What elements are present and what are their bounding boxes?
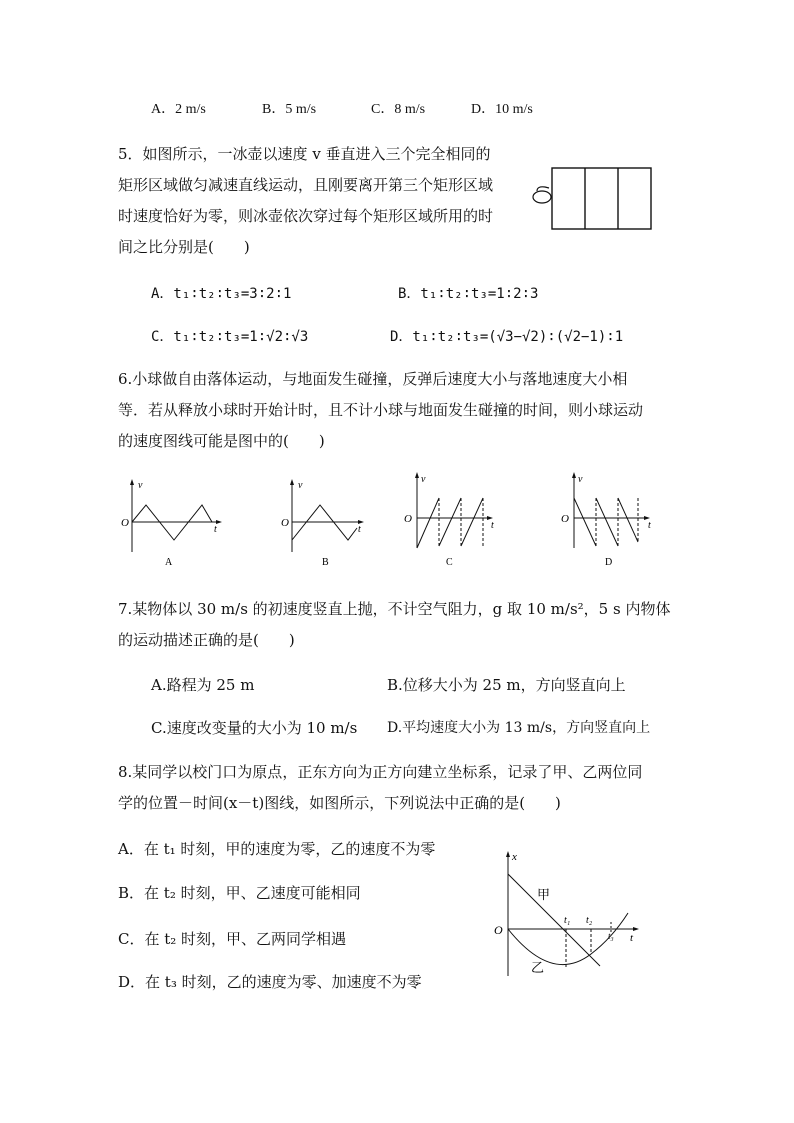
graph-d-origin: O bbox=[561, 513, 569, 525]
q7-option-a[interactable]: A.路程为 25 m bbox=[151, 676, 255, 694]
q8-label-yi: 乙 bbox=[531, 960, 545, 975]
q8-option-a[interactable]: A．在 t₁ 时刻，甲的速度为零，乙的速度不为零 bbox=[118, 840, 436, 858]
rect-regions bbox=[552, 168, 651, 229]
q8-axis-t: t bbox=[630, 932, 634, 944]
q6-line-1: 6.小球做自由落体运动，与地面发生碰撞，反弹后速度大小与落地速度大小相 bbox=[118, 370, 628, 388]
graph-d-axis-v: v bbox=[578, 474, 583, 485]
graph-d-label: D bbox=[605, 557, 613, 568]
q8-line-1: 8.某同学以校门口为原点，正东方向为正方向建立坐标系，记录了甲、乙两位同 bbox=[118, 763, 643, 781]
q8-origin: O bbox=[494, 923, 503, 937]
graph-a-origin: O bbox=[121, 517, 129, 529]
q5-line-4: 间之比分别是( ) bbox=[118, 238, 250, 256]
q8-option-d[interactable]: D．在 t₃ 时刻，乙的速度为零、加速度不为零 bbox=[118, 973, 422, 991]
graph-c-axis-v: v bbox=[421, 474, 426, 485]
graph-a-axis-t: t bbox=[214, 524, 217, 535]
q5-option-c[interactable]: C．t₁∶t₂∶t₃=1∶√2∶√3 bbox=[151, 329, 309, 345]
graph-c-label: C bbox=[446, 557, 453, 568]
q5-option-b[interactable]: B．t₁∶t₂∶t₃=1∶2∶3 bbox=[398, 286, 539, 302]
graph-b-axis-v: v bbox=[298, 480, 303, 491]
curling-stone-icon bbox=[533, 187, 551, 203]
q8-label-t3: t₃ bbox=[608, 931, 614, 941]
graph-b-origin: O bbox=[281, 517, 289, 529]
q4-option-b[interactable]: B．5 m/s bbox=[262, 102, 317, 117]
q7-option-d[interactable]: D.平均速度大小为 13 m/s，方向竖直向上 bbox=[387, 720, 651, 736]
q8-label-t2: t₂ bbox=[586, 915, 593, 926]
graph-d-axis-t: t bbox=[648, 520, 651, 531]
q8-option-c[interactable]: C．在 t₂ 时刻，甲、乙两同学相遇 bbox=[118, 930, 347, 948]
q7-line-1: 7.某物体以 30 m/s 的初速度竖直上抛，不计空气阻力，g 取 10 m/s²，5 s 内物体 bbox=[118, 600, 671, 618]
q5-option-a[interactable]: A．t₁∶t₂∶t₃=3∶2∶1 bbox=[151, 286, 292, 302]
q8-axis-x: x bbox=[512, 851, 517, 863]
q7-option-c[interactable]: C.速度改变量的大小为 10 m/s bbox=[151, 719, 358, 737]
q5-figure bbox=[528, 164, 658, 234]
q8-line-2: 学的位置－时间(x－t)图线，如图所示，下列说法中正确的是( ) bbox=[118, 794, 561, 812]
q6-graph-c[interactable] bbox=[403, 470, 513, 571]
graph-b-axis-t: t bbox=[358, 524, 361, 535]
q7-option-b[interactable]: B.位移大小为 25 m，方向竖直向上 bbox=[387, 676, 626, 694]
q5-line-3: 时速度恰好为零，则冰壶依次穿过每个矩形区域所用的时 bbox=[118, 207, 494, 225]
q6-line-3: 的速度图线可能是图中的( ) bbox=[118, 432, 325, 450]
q5-line-2: 矩形区域做匀减速直线运动，且刚要离开第三个矩形区域 bbox=[118, 176, 494, 194]
q5-option-d[interactable]: D．t₁∶t₂∶t₃=(√3−√2)∶(√2−1)∶1 bbox=[390, 329, 624, 345]
q6-graph-a[interactable] bbox=[118, 476, 228, 571]
graph-a-label: A bbox=[165, 557, 173, 568]
q6-line-2: 等．若从释放小球时开始计时，且不计小球与地面发生碰撞的时间，则小球运动 bbox=[118, 401, 644, 419]
q5-line-1: 5．如图所示，一冰壶以速度 v 垂直进入三个完全相同的 bbox=[118, 145, 491, 163]
q6-graph-d[interactable] bbox=[560, 470, 670, 571]
q7-line-2: 的运动描述正确的是( ) bbox=[118, 631, 295, 649]
graph-c-origin: O bbox=[404, 513, 412, 525]
q4-option-a[interactable]: A．2 m/s bbox=[151, 102, 206, 117]
q8-figure bbox=[488, 846, 648, 981]
q4-option-c[interactable]: C．8 m/s bbox=[371, 102, 426, 117]
q4-option-d[interactable]: D．10 m/s bbox=[471, 102, 533, 117]
q8-option-b[interactable]: B．在 t₂ 时刻，甲、乙速度可能相同 bbox=[118, 884, 361, 902]
q6-graph-b[interactable] bbox=[278, 476, 388, 571]
graph-c-axis-t: t bbox=[491, 520, 494, 531]
graph-b-label: B bbox=[322, 557, 329, 568]
q8-label-t1: t₁ bbox=[564, 915, 571, 926]
q8-label-jia: 甲 bbox=[537, 887, 551, 902]
graph-a-axis-v: v bbox=[138, 480, 143, 491]
